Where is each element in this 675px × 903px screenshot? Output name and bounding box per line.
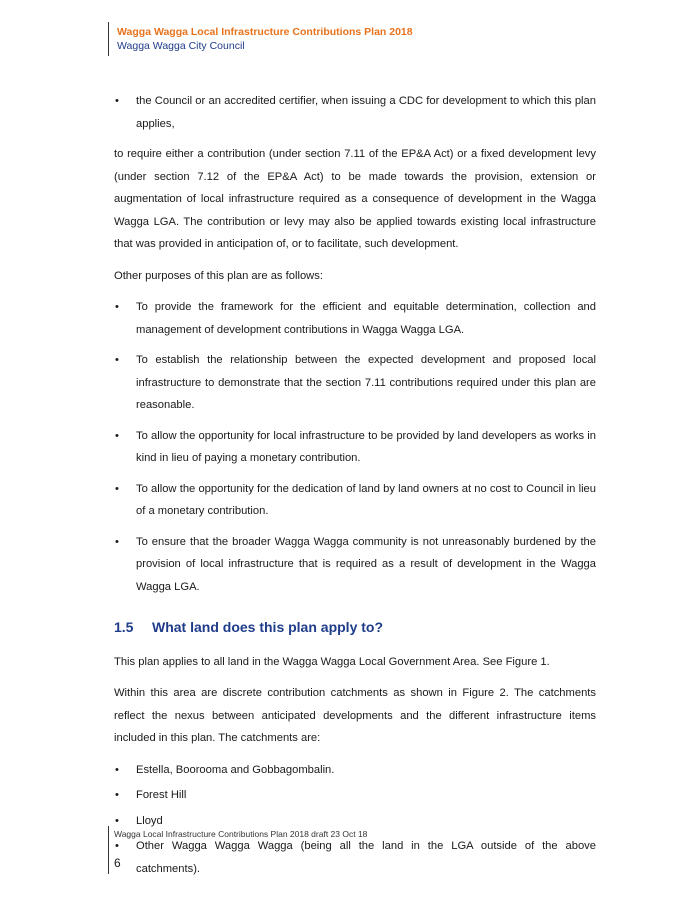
catchments-list <box>114 759 596 881</box>
list-item: • the Council or an accredited certifier, when issuing a CDC for development to which this plan applies, <box>114 90 596 135</box>
list-item: • Forest Hill <box>114 784 596 807</box>
footer-rule <box>108 826 109 874</box>
list-item: • Other Wagga Wagga Wagga (being all the land in the LGA outside of the above catchments). <box>114 835 596 880</box>
list-item: • To provide the framework for the efficient and equitable determination, collection and management of development contributions in Wagga Wagga LGA. <box>114 296 596 341</box>
paragraph: to require either a contribution (under section 7.11 of the EP&A Act) or a fixed development levy (under section 7.12 of the EP&A Act) to be made towards the provision, extension or augmentation of local infrastructure required as a consequence of development in the Wagga Wagga LGA. The contribution or levy may also be applied towards existing local infrastructure that was provided in anticipation of, or to facilitate, such development. <box>114 148 596 250</box>
section-number: 1.5 <box>114 619 134 635</box>
page-number: 6 <box>114 856 121 870</box>
footer-text: Wagga Local Infrastructure Contributions Plan 2018 draft 23 Oct 18 <box>114 829 368 839</box>
section-heading <box>114 616 596 639</box>
list-item: • To establish the relationship between the expected development and proposed local infrastructure to demonstrate that the section 7.11 contributions required under this plan are reasonable. <box>114 349 596 417</box>
paragraph: Other purposes of this plan are as follows: <box>114 269 323 282</box>
purposes-list <box>114 296 596 598</box>
list-item: • Lloyd <box>114 810 596 833</box>
document-title: Wagga Wagga Local Infrastructure Contributions Plan 2018 <box>117 26 413 38</box>
list-item: • Estella, Boorooma and Gobbagombalin. <box>114 759 596 782</box>
list-item: • To allow the opportunity for local infrastructure to be provided by land developers as works in kind in lieu of paying a monetary contribution. <box>114 425 596 470</box>
paragraph: This plan applies to all land in the Wagga Wagga Local Government Area. See Figure 1. <box>114 655 550 668</box>
list-item: • To ensure that the broader Wagga Wagga community is not unreasonably burdened by the provision of local infrastructure that is required as a result of development in the Wagga Wagga LGA. <box>114 531 596 599</box>
intro-bullet-list <box>114 90 596 135</box>
paragraph: Within this area are discrete contribution catchments as shown in Figure 2. The catchments reflect the nexus between anticipated developments and the different infrastructure items included in this plan. The catchments are: <box>114 687 596 744</box>
page-content <box>114 90 596 883</box>
section-title: What land does this plan apply to? <box>152 619 384 635</box>
header-rule <box>108 22 109 56</box>
document-subtitle: Wagga Wagga City Council <box>117 40 245 52</box>
list-item: • To allow the opportunity for the dedication of land by land owners at no cost to Council in lieu of a monetary contribution. <box>114 478 596 523</box>
